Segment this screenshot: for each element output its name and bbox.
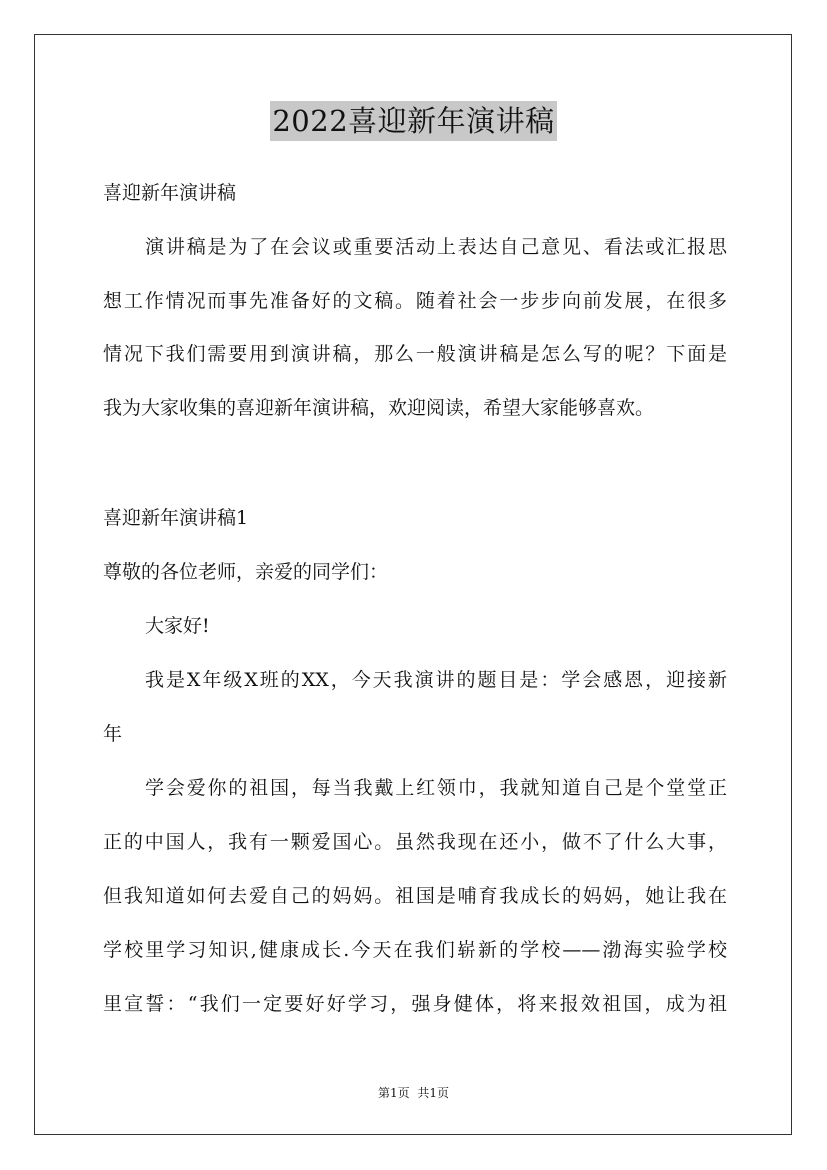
body-line-6: 学校里学习知识,健康成长.今天在我们崭新的学校——渤海实验学校: [103, 939, 727, 961]
greeting-line: 大家好!: [145, 615, 210, 637]
page-total: 共1页: [417, 1086, 450, 1100]
intro-line-2: 想工作情况而事先准备好的文稿。随着社会一步步向前发展，在很多: [103, 290, 727, 312]
intro-line-1: 演讲稿是为了在会议或重要活动上表达自己意见、看法或汇报思: [145, 236, 727, 258]
body-line-5: 但我知道如何去爱自己的妈妈。祖国是哺育我成长的妈妈，她让我在: [103, 885, 727, 907]
body-line-2: 年: [103, 723, 123, 745]
body-line-1: 我是X年级X班的XX，今天我演讲的题目是：学会感恩，迎接新: [145, 669, 727, 691]
intro-line-3: 情况下我们需要用到演讲稿，那么一般演讲稿是怎么写的呢？下面是: [103, 343, 727, 365]
document-title: 2022喜迎新年演讲稿: [270, 101, 556, 141]
body-line-4: 正的中国人，我有一颗爱国心。虽然我现在还小，做不了什么大事，: [103, 831, 727, 853]
section-heading: 喜迎新年演讲稿1: [103, 507, 249, 529]
page-footer: [0, 1084, 827, 1101]
subtitle-line: 喜迎新年演讲稿: [103, 182, 237, 204]
body-line-3: 学会爱你的祖国，每当我戴上红领巾，我就知道自己是个堂堂正: [145, 777, 727, 799]
salutation-line: 尊敬的各位老师，亲爱的同学们：: [103, 561, 389, 583]
page-number: 第1页: [377, 1086, 410, 1100]
title-container: [0, 101, 827, 141]
intro-line-4: 我为大家收集的喜迎新年演讲稿，欢迎阅读，希望大家能够喜欢。: [103, 397, 655, 419]
body-line-7: 里宣誓：“我们一定要好好学习，强身健体，将来报效祖国，成为祖: [103, 993, 727, 1015]
